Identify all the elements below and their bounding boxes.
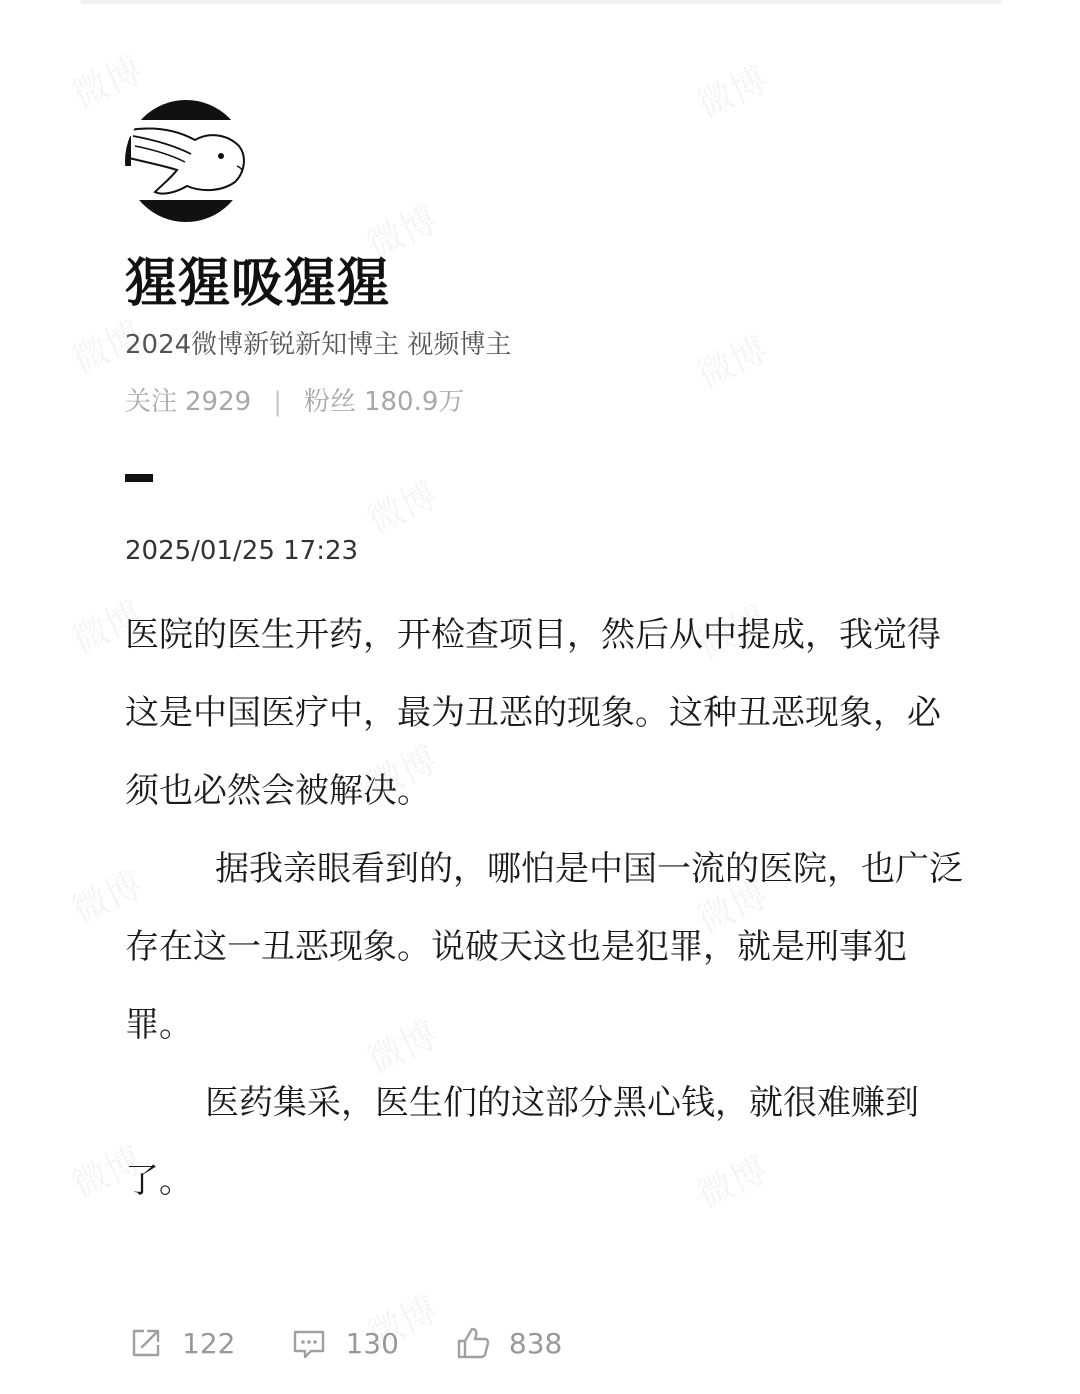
watermark [63,42,150,119]
following-label: 关注 [125,387,178,417]
following-count: 2929 [185,387,252,417]
watermark [688,322,775,399]
comment-count: 130 [345,1326,399,1360]
watermark [358,467,445,544]
followers-stat[interactable] [304,383,464,421]
comment-icon [291,1325,327,1361]
top-divider [80,0,1002,4]
post-paragraph: 医药集采，医生们的这部分黑心钱，就很难赚到了。 [125,1083,919,1201]
repost-count: 122 [182,1326,236,1360]
section-dash [125,474,153,482]
post-paragraph: 据我亲眼看到的，哪怕是中国一流的医院，也广泛存在这一丑恶现象。说破天这也是犯罪，就是刑事犯罪。 [125,849,963,1045]
followers-label: 粉丝 [303,387,356,417]
post-actions [128,1325,618,1361]
followers-count: 180.9万 [363,387,465,417]
like-count: 838 [508,1326,563,1360]
share-icon [128,1325,164,1361]
user-tagline: 2024微博新锐新知博主 视频博主 [125,330,512,360]
like-button[interactable] [455,1325,562,1361]
user-stats [125,383,464,421]
watermark [688,52,775,129]
stats-separator: | [273,387,282,417]
comment-button[interactable] [291,1325,398,1361]
post-timestamp: 2025/01/25 17:23 [125,536,359,566]
post-paragraph: 医院的医生开药，开检查项目，然后从中提成，我觉得这是中国医疗中，最为丑恶的现象。这种丑恶现象，必须也必然会被解决。 [125,615,941,811]
username[interactable]: 猩猩吸猩猩 [125,254,391,314]
following-stat[interactable] [125,383,251,421]
repost-button[interactable] [128,1325,235,1361]
thumbs-up-icon [455,1325,491,1361]
rabbit-avatar-icon [125,100,247,222]
avatar[interactable] [125,100,247,222]
